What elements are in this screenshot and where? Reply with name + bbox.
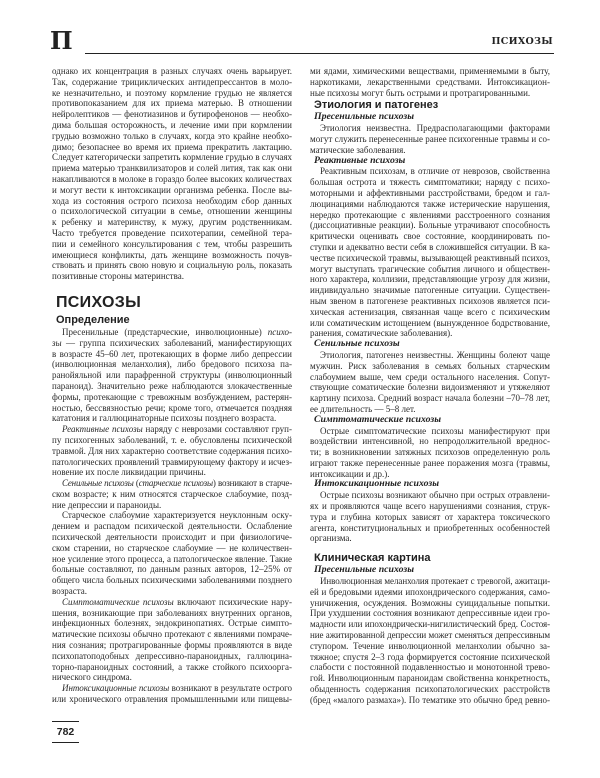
paragraph (310, 166, 550, 339)
text-run: Пресенильные (предстарческие, инволюционные) (62, 326, 268, 337)
text-line: Реактивным психозам, в отличие от неврозов, свойственна (320, 166, 550, 177)
subsection-heading: Симптоматические психозы (314, 413, 442, 425)
paragraph (310, 426, 550, 480)
text-line: пу психогенных заболеваний, т. е. обусловлены психической (52, 434, 292, 445)
paragraph (310, 66, 550, 98)
text-line: наркотиками, лекарственными средствами. Интоксикацион- (310, 76, 550, 87)
paragraph (310, 123, 550, 155)
text-line: уничижения, осуждения. Возможны суицидальные попытки. (310, 597, 550, 608)
text-line: приема матерью транквилизаторов и солей лития, так как они (52, 163, 292, 174)
italic-term: психо- (267, 326, 292, 337)
text-line: ное усиление этого процесса, а патологическое явление. Такие (52, 553, 292, 564)
italic-term: Интоксикационные психозы (62, 683, 170, 694)
text-line: люцинациями наблюдаются также истерические нарушения, (310, 198, 550, 209)
text-line: патологических проявлений травмирующему фактору и исчез- (52, 456, 292, 467)
left-column (52, 66, 292, 705)
text-line (52, 338, 292, 349)
text-line: ностью, бессвязностью речи; кроме того, отмечается поздняя (52, 402, 292, 413)
text-line: мужчин. Риск заболевания в семьях больных старческим (310, 360, 550, 371)
text-line: Этиология неизвестна. Предрасполагающими факторами (320, 123, 550, 134)
text-line: матические заболевания. (310, 144, 406, 155)
text-line: Старческое слабоумие характеризуется неуклонным оску- (62, 510, 292, 521)
section-letter: П (50, 26, 73, 55)
section-heading: Определение (56, 313, 130, 326)
text-line: организма. (310, 533, 352, 544)
text-line: позитивные стороны материнства. (52, 271, 184, 282)
text-line: ние депрессии и параноиды. (52, 499, 162, 510)
text-line: ным звеном в патогенезе реактивных психозов является пси- (310, 295, 550, 306)
text-line: Этиология, патогенез неизвестны. Женщины болеют чаще (320, 349, 550, 360)
text-line: ния сознания; протрагированные формы проявляются в виде (52, 640, 292, 651)
text-run: возникают в результате острого (169, 683, 292, 694)
text-line: слабости с постоянной подавленностью и монотонной трево- (310, 662, 550, 673)
text-line: шения, возникающие при заболеваниях внутренних органов, (52, 607, 292, 618)
text-line: ранения, соматические заболевания). (310, 328, 453, 339)
text-line: матические психозы обычно протекают с явлениями помраче- (52, 629, 292, 640)
section-heading: Клиническая картина (314, 552, 431, 565)
text-line: в возрасте 45–60 лет, протекающих в форме либо депрессии (52, 348, 292, 359)
italic-term: Сенильные психозы (62, 478, 134, 489)
paragraph (52, 424, 292, 478)
text-line: пии и семейного консультирования с тем, чтобы разрешить (52, 238, 292, 249)
subsection-heading: Реактивные психозы (314, 154, 406, 166)
header-rule (85, 53, 554, 54)
paragraph (52, 597, 292, 683)
text-line: критически оценивать свое состояние, координировать по- (310, 231, 550, 242)
text-line: При ухудшении состояния возникают депрессивные идеи гро- (310, 608, 550, 619)
running-title: ПСИХОЗЫ (491, 36, 553, 47)
text-line: параноид). Значительно реже наблюдаются злокачественные (52, 380, 292, 391)
text-line: больные составляют, по данным разных авторов, 12–25% от (52, 564, 292, 575)
text-line (52, 424, 292, 435)
text-line: индивидуально значимые патогенные ситуации. Существен- (310, 285, 550, 296)
text-line: накапливаются в молоке в гораздо более высоких количествах (52, 173, 292, 184)
subsection-heading: Пресенильные психозы (314, 564, 415, 576)
text-line: нередко протекающие с явлениями расстроенного сознания (310, 209, 550, 220)
text-line: грудью возможно только в случаях, когда это крайне необхо- (52, 130, 292, 141)
text-line: интоксикации и др.). (310, 468, 390, 479)
text-line: торно-параноидных состояний, а также стойкого психоорга- (52, 661, 292, 672)
text-line: имеющиеся конфликты, дать женщине возможность почув- (52, 249, 292, 260)
text-line (52, 597, 292, 608)
paragraph (52, 478, 292, 510)
page-number: 782 (52, 721, 79, 743)
text-line: нического синдрома. (52, 672, 132, 683)
italic-term: Реактивные психозы (62, 424, 143, 435)
text-line: ей и бредовыми идеями ипохондрического содержания, само- (310, 586, 550, 597)
text-line: ском возрасте; к ним относятся старческое слабоумие, позд- (52, 488, 292, 499)
text-line (52, 327, 292, 338)
text-line: картину психоза. Средний возраст начала болезни –70–78 лет, (310, 393, 550, 404)
text-run: наряду с неврозами составляют груп- (142, 424, 292, 435)
text-line: нейролептиков — фенотиазинов и бутирофенонов — необхо- (52, 109, 292, 120)
text-line: гой. Инволюционным параноидам свойственна конкретность, (310, 673, 550, 684)
text-line: моторными и аффективными расстройствами, бредом и гал- (310, 187, 550, 198)
text-line: ее длительность — 5–8 лет. (310, 403, 416, 414)
text-run: — группа психических заболеваний, манифестирующих (61, 337, 292, 348)
paragraph (52, 510, 292, 596)
subsection-heading: Интоксикационные психозы (314, 478, 440, 490)
text-line: честве психической травмы, вызывающей реактивный психоз, (310, 252, 550, 263)
text-line: мадности или ипохондрически-нигилистический бред. Состоя- (310, 619, 550, 630)
text-line: психической деятельности происходит и при физиологиче- (52, 532, 292, 543)
text-run: ) возникают в старче- (212, 478, 293, 489)
text-line: дима большая осторожность, и лечение ими при кормлении (52, 119, 292, 130)
text-line: (инволюционная меланхолия), либо бредового психоза па- (52, 359, 292, 370)
text-line: (бред «малого размаха»). По тематике это обычно бред ревно- (310, 694, 550, 705)
text-line: инфекционных болезнях, эндокринопатиях. Острые симпто- (52, 618, 292, 629)
text-line: хическая астенизация, связанная чаще всего с психическим (310, 306, 550, 317)
paragraph (52, 683, 292, 705)
text-line: травмой. Для них характерно соответствие содержания психо- (52, 445, 292, 456)
text-line: тяжное; спустя 2–3 года формируется состояние психической (310, 651, 550, 662)
section-heading: Этиология и патогенез (314, 99, 439, 112)
paragraph (52, 66, 292, 282)
text-line: Инволюционная меланхолия протекает с тревогой, ажитаци- (320, 576, 550, 587)
text-line (52, 478, 292, 489)
text-line: обыденность содержания психопатологических расстройств (310, 684, 550, 695)
text-line: противопоказанием для их приема матерью. В отношении (52, 98, 292, 109)
text-line: ного характера, коллизии, представляющие угрозу для жизни, (310, 274, 550, 285)
text-line: тура и глубина которых зависят от характера токсического (310, 511, 550, 522)
text-line: и могут вести к интоксикации организма ребенка. После вы- (52, 184, 292, 195)
italic-term: Симптоматические психозы (62, 596, 174, 607)
text-line: агента, конституциональных и приобретенных особенностей (310, 522, 550, 533)
text-line: ском старении, но старческое слабоумие — не количествен- (52, 542, 292, 553)
subsection-heading: Пресенильные психозы (314, 111, 415, 123)
text-line: ступором. Течение инволюционной меланхолии обычно за- (310, 640, 550, 651)
text-line: большая острота и тяжесть симптоматики; наряду с психо- (310, 177, 550, 188)
text-run: ( (133, 478, 139, 489)
italic-term: зы (52, 337, 62, 348)
text-line: психопатоподобных депрессивно-параноидных, галлюцина- (52, 650, 292, 661)
text-line: играют также перенесенные ранее поражения мозга (травмы, (310, 457, 550, 468)
subsection-heading: Сенильные психозы (314, 338, 400, 350)
text-line: (диссоциативные реакции). Больные утрачивают способность (310, 220, 550, 231)
text-line: ми ядами, химическими веществами, применяемыми в быту, (310, 66, 550, 76)
text-line: ствовать и принять свою новую и социальную роль, показать (52, 260, 292, 271)
text-line: ные психозы могут быть острыми и протрагированными. (310, 87, 531, 98)
text-line: ти; в возникновении затяжных психозов определенную роль (310, 447, 550, 458)
text-line: могут служить перенесенные ранее психогенные травмы и со- (310, 133, 550, 144)
text-line: кататония и галлюцинаторные психозы позднего возраста. (52, 413, 277, 424)
text-line: Острые симптоматические психозы манифестируют при (320, 425, 550, 436)
text-line: однако их концентрация в разных случаях очень варьирует. (52, 66, 292, 76)
text-line: или хронического отравления промышленными или пищевы- (52, 694, 292, 705)
right-column (310, 66, 550, 706)
paragraph (310, 490, 550, 544)
text-line: хода из состояния острого психоза необходим сбор данных (52, 195, 292, 206)
text-line: формы, протекающие с тревожным возбуждением, растерян- (52, 391, 292, 402)
text-line: возраста. (52, 586, 88, 597)
text-line: ке незначительно, и поэтому кормление грудью не является (52, 87, 292, 98)
text-line: дением и распадом психической деятельности. Ослабление (52, 521, 292, 532)
text-line: ступки и адекватно вести себя в сложившейся ситуации. В ка- (310, 241, 550, 252)
text-line: общего числа больных психическими заболеваниями позднего (52, 575, 292, 586)
section-title: ПСИХОЗЫ (56, 293, 142, 311)
text-line: воздействии интенсивной, но непродолжительной вреднос- (310, 436, 550, 447)
text-line: к ребенку и материнству, к мужу, другим родственникам. (52, 217, 292, 228)
paragraph (310, 350, 550, 415)
text-line: димо; безопаснее во время их приема прекратить лактацию. (52, 141, 292, 152)
text-line: ранойяльной или парафренной структуры (инволюционный (52, 370, 292, 381)
text-line: Следует категорически запретить кормление грудью в случаях (52, 152, 292, 163)
text-line: или соматическим истощением (вынужденное бодрствование, (310, 317, 550, 328)
text-line: ях и проявляются чаще всего нарушениями сознания, струк- (310, 501, 550, 512)
text-line: Так, содержание трициклических антидепрессантов в моло- (52, 76, 292, 87)
paragraph (52, 327, 292, 424)
text-line: слабоумием выше, чем среди остального населения. Сопут- (310, 371, 550, 382)
text-line: могут выступать трагические события личного и обществен- (310, 263, 550, 274)
text-line: новение их после ликвидации причины. (52, 467, 206, 478)
text-line: Острые психозы возникают обычно при острых отравлени- (320, 490, 550, 501)
italic-term: старческие психозы (138, 478, 213, 489)
text-run: включают психические нару- (173, 596, 292, 607)
paragraph (310, 576, 550, 706)
text-line: ствующие соматические болезни видоизменяют и утяжеляют (310, 382, 550, 393)
text-line: Часто требуется проведение психотерапии, семейной тера- (52, 227, 292, 238)
text-line (52, 683, 292, 694)
text-line: ние ажитированной депрессии может сменяться депрессивным (310, 630, 550, 641)
text-line: о психологической ситуации в семье, отношении женщины (52, 206, 292, 217)
